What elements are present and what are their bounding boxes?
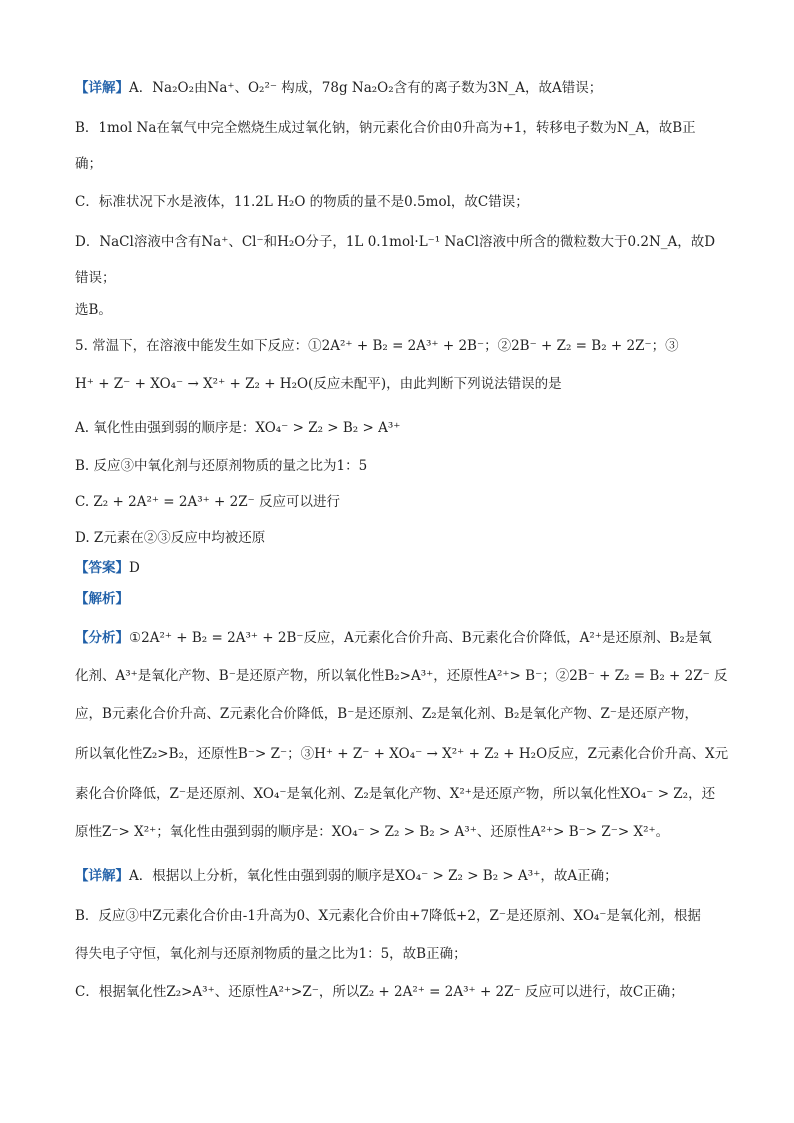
section-tag: 【详解】 — [75, 80, 129, 96]
line-text: A．Na₂O₂由Na⁺、O₂²⁻ 构成，78g Na₂O₂含有的离子数为3N_A，故A错误； — [129, 80, 603, 96]
answer-text: D — [129, 560, 140, 576]
text-line: 应，B元素化合价升高、Z元素化合价降低，B⁻是还原剂、Z₂是氧化剂、B₂是氧化产物、Z⁻是还原产物， — [75, 706, 698, 722]
section-tag: 【答案】 — [75, 560, 129, 576]
text-line — [75, 76, 602, 96]
line-text: A．根据以上分析，氧化性由强到弱的顺序是XO₄⁻ > Z₂ > B₂ > A³⁺，故A正确； — [129, 868, 618, 884]
text-line: 原性Z⁻> X²⁺；氧化性由强到弱的顺序是：XO₄⁻ > Z₂ > B₂ > A³⁺、还原性A²⁺> B⁻> Z⁻> X²⁺。 — [75, 824, 670, 840]
option-a: A. 氧化性由强到弱的顺序是：XO₄⁻ > Z₂ > B₂ > A³⁺ — [75, 420, 401, 436]
text-line — [75, 626, 712, 646]
analysis-heading — [75, 587, 129, 607]
section-tag: 【分析】 — [75, 630, 129, 646]
option-c: C. Z₂ + 2A²⁺ = 2A³⁺ + 2Z⁻ 反应可以进行 — [75, 494, 341, 510]
text-line: 所以氧化性Z₂>B₂，还原性B⁻> Z⁻；③H⁺ + Z⁻ + XO₄⁻ → X²⁺ + Z₂ + H₂O反应，Z元素化合价升高、X元 — [75, 746, 729, 762]
text-line — [75, 864, 618, 884]
text-line: C．标准状况下水是液体，11.2L H₂O 的物质的量不是0.5mol，故C错误； — [75, 194, 529, 210]
text-line: 素化合价降低，Z⁻是还原剂、XO₄⁻是氧化剂、Z₂是氧化产物、X²⁺是还原产物，所以氧化性XO₄⁻ > Z₂，还 — [75, 786, 716, 802]
question-line: 5. 常温下，在溶液中能发生如下反应：①2A²⁺ + B₂ = 2A³⁺ + 2B⁻；②2B⁻ + Z₂ = B₂ + 2Z⁻；③ — [75, 338, 679, 354]
option-b: B. 反应③中氧化剂与还原剂物质的量之比为1：5 — [75, 458, 368, 474]
line-text: ①2A²⁺ + B₂ = 2A³⁺ + 2B⁻反应，A元素化合价升高、B元素化合价降低，A²⁺是还原剂、B₂是氧 — [129, 630, 712, 646]
section-tag: 【详解】 — [75, 868, 129, 884]
section-tag: 【解析】 — [75, 591, 129, 607]
text-line: 化剂、A³⁺是氧化产物、B⁻是还原产物，所以氧化性B₂>A³⁺，还原性A²⁺> B⁻；②2B⁻ + Z₂ = B₂ + 2Z⁻ 反 — [75, 668, 728, 684]
text-line: 得失电子守恒，氧化剂与还原剂物质的量之比为1：5，故B正确； — [75, 946, 467, 962]
question-line: H⁺ + Z⁻ + XO₄⁻ → X²⁺ + Z₂ + H₂O(反应未配平)，由此判断下列说法错误的是 — [75, 376, 562, 392]
text-line: B．反应③中Z元素化合价由-1升高为0、X元素化合价由+7降低+2，Z⁻是还原剂、XO₄⁻是氧化剂，根据 — [75, 908, 701, 924]
text-line: 选B。 — [75, 302, 112, 318]
text-line: B．1mol Na在氧气中完全燃烧生成过氧化钠，钠元素化合价由0升高为+1，转移电子数为N_A，故B正 — [75, 120, 696, 136]
text-line: C．根据氧化性Z₂>A³⁺、还原性A²⁺>Z⁻，所以Z₂ + 2A²⁺ = 2A³⁺ + 2Z⁻ 反应可以进行，故C正确； — [75, 984, 684, 1000]
answer-line — [75, 556, 140, 576]
text-line: 错误； — [75, 270, 116, 286]
text-line: 确； — [75, 156, 102, 172]
text-line: D．NaCl溶液中含有Na⁺、Cl⁻和H₂O分子，1L 0.1mol·L⁻¹ NaCl溶液中所含的微粒数大于0.2N_A，故D — [75, 234, 716, 250]
option-d: D. Z元素在②③反应中均被还原 — [75, 530, 266, 546]
